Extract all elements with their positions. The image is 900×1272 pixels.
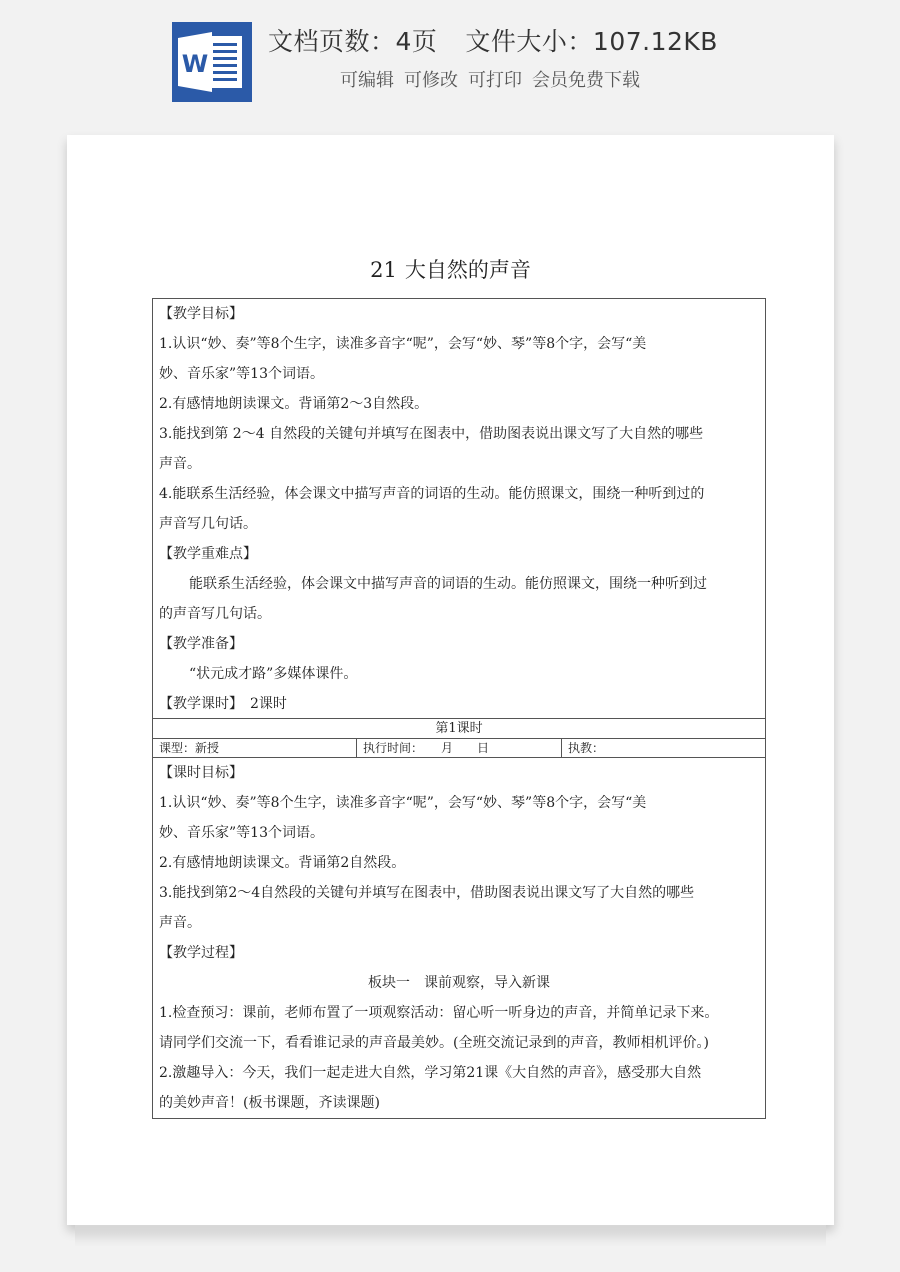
text-line: 声音。: [159, 456, 201, 472]
text-line: 板块一 课前观察，导入新课: [368, 975, 550, 991]
feature-editable: 可编辑: [340, 70, 394, 91]
text-line: 3.能找到第 2～4 自然段的关键句并填写在图表中，借助图表说出课文写了大自然的哪些: [159, 426, 704, 442]
feature-modifiable: 可修改: [404, 70, 458, 91]
text-line: 的声音写几句话。: [159, 606, 271, 622]
lesson-title: 大自然的声音: [404, 258, 531, 282]
text-line: 1.检查预习：课前，老师布置了一项观察活动：留心听一听身边的声音，并简单记录下来。: [159, 1005, 719, 1021]
text-line: 妙、音乐家”等13个词语。: [159, 366, 324, 382]
text-line: 2.有感情地朗读课文。背诵第2自然段。: [159, 855, 406, 871]
lesson-type: 课型：新授: [159, 741, 220, 755]
lesson-number: 21: [370, 258, 397, 282]
execution-time: 执行时间： 月 日: [356, 739, 489, 757]
teacher: 执教：: [561, 739, 604, 757]
text-line: 2.激趣导入：今天，我们一起走进大自然，学习第21课《大自然的声音》，感受那大自然: [159, 1065, 702, 1081]
feature-printable: 可打印: [468, 70, 522, 91]
page-shadow: [75, 1225, 826, 1247]
text-line: 1.认识“妙、奏”等8个生字，读准多音字“呢”，会写“妙、琴”等8个字，会写“美: [159, 336, 647, 352]
text-line: 4.能联系生活经验，体会课文中描写声音的词语的生动。能仿照课文，围绕一种听到过的: [159, 486, 705, 502]
download-banner: [0, 0, 900, 110]
text-line: “状元成才路”多媒体课件。: [189, 666, 358, 682]
text-line: 【教学重难点】: [159, 546, 257, 562]
text-line: 的美妙声音！(板书课题，齐读课题): [159, 1095, 380, 1111]
text-line: 2.有感情地朗读课文。背诵第2～3自然段。: [159, 396, 429, 412]
text-line: 【教学过程】: [159, 945, 243, 961]
text-line: 【课时目标】: [159, 765, 243, 781]
lesson-header-row: [152, 718, 766, 739]
text-line: 妙、音乐家”等13个词语。: [159, 825, 324, 841]
text-line: 【教学准备】: [159, 636, 243, 652]
document-title: [67, 254, 834, 284]
lesson-info-row: [152, 738, 766, 758]
feature-member-download: 会员免费下载: [532, 70, 640, 91]
word-doc-icon: [172, 22, 252, 102]
text-line: 声音。: [159, 915, 201, 931]
lesson-header: 第1课时: [435, 721, 483, 736]
text-line: 请同学们交流一下，看看谁记录的声音最美妙。(全班交流记录到的声音，教师相机评价。): [159, 1035, 709, 1051]
text-line: 【教学目标】: [159, 306, 243, 322]
text-line: 3.能找到第2～4自然段的关键句并填写在图表中，借助图表说出课文写了大自然的哪些: [159, 885, 695, 901]
text-line: 声音写几句话。: [159, 516, 257, 532]
text-line: 能联系生活经验，体会课文中描写声音的词语的生动。能仿照课文，围绕一种听到过: [189, 576, 707, 592]
svg-text:W: W: [181, 50, 209, 78]
text-line: 【教学课时】 2课时: [159, 696, 287, 712]
text-line: 1.认识“妙、奏”等8个生字，读准多音字“呢”，会写“妙、琴”等8个字，会写“美: [159, 795, 647, 811]
feature-list: [340, 66, 650, 92]
page-count: 文档页数：4页: [268, 27, 438, 56]
banner-title: [268, 22, 718, 58]
file-size: 文件大小：107.12KB: [465, 27, 718, 56]
lesson-content-box: [152, 757, 766, 1119]
teaching-plan-box: [152, 298, 766, 719]
